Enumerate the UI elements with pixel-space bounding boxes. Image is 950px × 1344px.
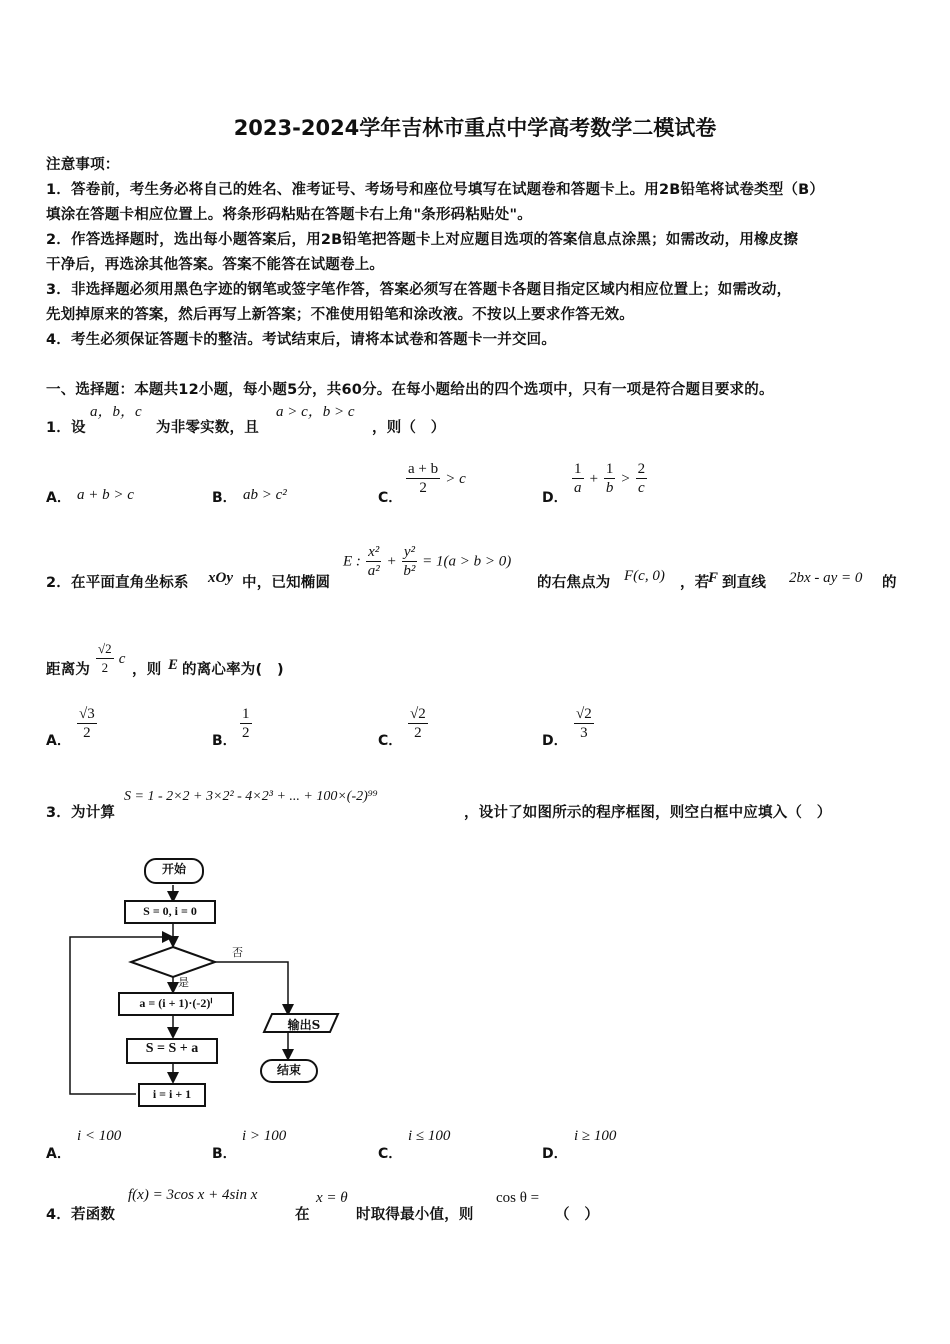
q2-dist-c: c	[118, 651, 126, 667]
q4-function: f(x) = 3cos x + 4sin x	[128, 1187, 258, 1203]
q1-d-n2: 1	[605, 461, 614, 477]
q2-option-b-label[interactable]: B．	[212, 733, 237, 749]
notice-line-3: 2．作答选择题时，选出每小题答案后，用2B铅笔把答题卡上对应题目选项的答案信息点涂黑；如需改动，用橡皮擦	[46, 232, 799, 248]
q2-ellipse-label: E	[168, 657, 179, 673]
q2-option-a-label[interactable]: A．	[46, 733, 71, 749]
q3-option-d-expr: i ≥ 100	[574, 1128, 617, 1144]
q2-c-den: 2	[414, 725, 422, 741]
notice-heading: 注意事项：	[46, 157, 120, 173]
flow-assign-s: S = S + a	[126, 1038, 218, 1064]
q2-line: 2bx - ay = 0	[789, 570, 863, 586]
q1-d-d3: c	[638, 480, 645, 496]
q2-y-num: y²	[403, 544, 415, 560]
q1-c-num: a + b	[408, 461, 439, 477]
q2-text-2: 的右焦点为	[537, 575, 611, 591]
q2-text-5: 的	[882, 575, 897, 591]
q1-option-b-expr: ab > c²	[243, 487, 287, 503]
q1-option-c-expr	[406, 460, 466, 497]
q2-c-num: √2	[410, 706, 426, 722]
q2-a-num: √3	[79, 706, 95, 722]
q2-d-num: √2	[576, 706, 592, 722]
q4-prefix: 4．若函数	[46, 1207, 116, 1223]
q1-c-den: 2	[419, 480, 427, 496]
flow-start: 开始	[144, 858, 204, 884]
q1-option-c-label[interactable]: C．	[378, 490, 403, 506]
q2-focus-label: F	[708, 570, 719, 586]
q2-prefix: 2．在平面直角坐标系	[46, 575, 189, 591]
q2-option-d-expr	[574, 705, 594, 742]
q1-option-b-label[interactable]: B．	[212, 490, 237, 506]
flowchart	[60, 850, 350, 1115]
q2-eq-lead: E :	[343, 553, 361, 570]
q1-condition: a > c，b > c	[276, 404, 355, 420]
q3-option-c-label[interactable]: C．	[378, 1146, 403, 1162]
q1-text-1: 为非零实数，且	[156, 420, 259, 436]
q2-text-7: ，则	[132, 662, 162, 678]
q2-x-num: x²	[368, 544, 380, 560]
q1-d-plus: +	[588, 471, 599, 487]
q4-x: x = θ	[316, 1190, 348, 1206]
q3-option-a-expr: i < 100	[77, 1128, 122, 1144]
q2-coord-system: xOy	[208, 570, 233, 586]
q1-text-2: ，则（ ）	[372, 420, 446, 436]
q3-prefix: 3．为计算	[46, 805, 116, 821]
q3-option-b-expr: i > 100	[242, 1128, 287, 1144]
q1-option-d-expr	[572, 460, 647, 497]
q2-x-den: a²	[367, 563, 380, 579]
flow-yes-label: 是	[178, 976, 189, 989]
q2-focus: F(c, 0)	[624, 568, 665, 584]
q2-text-6: 距离为	[46, 662, 91, 678]
q2-option-c-label[interactable]: C．	[378, 733, 403, 749]
q2-d-den: 3	[580, 725, 588, 741]
q1-d-n3: 2	[637, 461, 646, 477]
section-heading: 一、选择题：本题共12小题，每小题5分，共60分。在每小题给出的四个选项中，只有一项是符合题目要求的。	[46, 382, 774, 398]
q2-dist-num: √2	[96, 640, 114, 659]
notice-line-6: 先划掉原来的答案，然后再写上新答案；不准使用铅笔和涂改液。不按以上要求作答无效。	[46, 307, 634, 323]
q3-option-a-label[interactable]: A．	[46, 1146, 71, 1162]
notice-line-1: 1．答卷前，考生务必将自己的姓名、准考证号、考场号和座位号填写在试题卷和答题卡上。用2B铅笔将试卷类型（B）	[46, 182, 825, 198]
page-title: 2023-2024学年吉林市重点中学高考数学二模试卷	[233, 116, 717, 140]
q2-a-den: 2	[83, 725, 91, 741]
q2-option-a-expr	[77, 705, 97, 742]
flow-no-label: 否	[232, 946, 243, 959]
q4-text-3: （ ）	[555, 1207, 600, 1223]
q3-option-b-label[interactable]: B．	[212, 1146, 237, 1162]
q1-option-a-expr: a + b > c	[77, 487, 134, 503]
flow-init: S = 0, i = 0	[124, 900, 216, 924]
q3-option-d-label[interactable]: D．	[542, 1146, 568, 1162]
q3-sum-expr: S = 1 - 2×2 + 3×2² - 4×2³ + ... + 100×(-2)⁹⁹	[124, 789, 378, 804]
q2-b-num: 1	[242, 706, 250, 722]
q2-text-8: 的离心率为( )	[182, 662, 284, 678]
q2-distance	[96, 640, 125, 677]
q4-text-1: 在	[295, 1207, 310, 1223]
notice-line-4: 干净后，再选涂其他答案。答案不能答在试题卷上。	[46, 257, 385, 273]
q2-ellipse-equation	[343, 543, 511, 580]
q2-option-d-label[interactable]: D．	[542, 733, 568, 749]
notice-line-7: 4．考生必须保证答题卡的整洁。考试结束后，请将本试卷和答题卡一并交回。	[46, 332, 557, 348]
q2-eq-plus: +	[386, 553, 397, 570]
q1-d-n1: 1	[574, 461, 582, 477]
q2-option-c-expr	[408, 705, 428, 742]
flow-increment: i = i + 1	[138, 1083, 206, 1107]
notice-line-2: 填涂在答题卡相应位置上。将条形码粘贴在答题卡右上角"条形码粘贴处"。	[46, 207, 532, 223]
q2-text-3: ，若	[680, 575, 710, 591]
q4-text-2: 时取得最小值，则	[356, 1207, 474, 1223]
q1-prefix: 1．设	[46, 420, 86, 436]
q3-option-c-expr: i ≤ 100	[408, 1128, 451, 1144]
q1-option-d-label[interactable]: D．	[542, 490, 568, 506]
q1-c-tail: > c	[445, 471, 466, 487]
q3-text: ，设计了如图所示的程序框图，则空白框中应填入（ ）	[464, 805, 832, 821]
q1-vars: a，b，c	[90, 404, 142, 420]
q1-d-d2: b	[605, 480, 614, 496]
decision-diamond	[131, 947, 215, 977]
q2-dist-den: 2	[101, 660, 109, 675]
flow-output: 输出S	[287, 1018, 321, 1032]
q2-eq-tail: = 1(a > b > 0)	[422, 553, 512, 570]
q4-cos: cos θ =	[496, 1190, 540, 1206]
flow-end: 结束	[260, 1059, 318, 1083]
q1-d-d1: a	[574, 480, 582, 496]
flow-assign-a: a = (i + 1)·(-2)ⁱ	[118, 992, 234, 1016]
notice-line-5: 3．非选择题必须用黑色字迹的钢笔或签字笔作答，答案必须写在答题卡各题目指定区域内相应位置上；如需改动，	[46, 282, 792, 298]
q1-d-gt: >	[620, 471, 631, 487]
q2-text-4: 到直线	[722, 575, 767, 591]
q2-b-den: 2	[242, 725, 250, 741]
q2-option-b-expr	[240, 705, 252, 742]
q2-y-den: b²	[403, 563, 416, 579]
q2-text-1: 中，已知椭圆	[242, 575, 331, 591]
q1-option-a-label[interactable]: A．	[46, 490, 71, 506]
